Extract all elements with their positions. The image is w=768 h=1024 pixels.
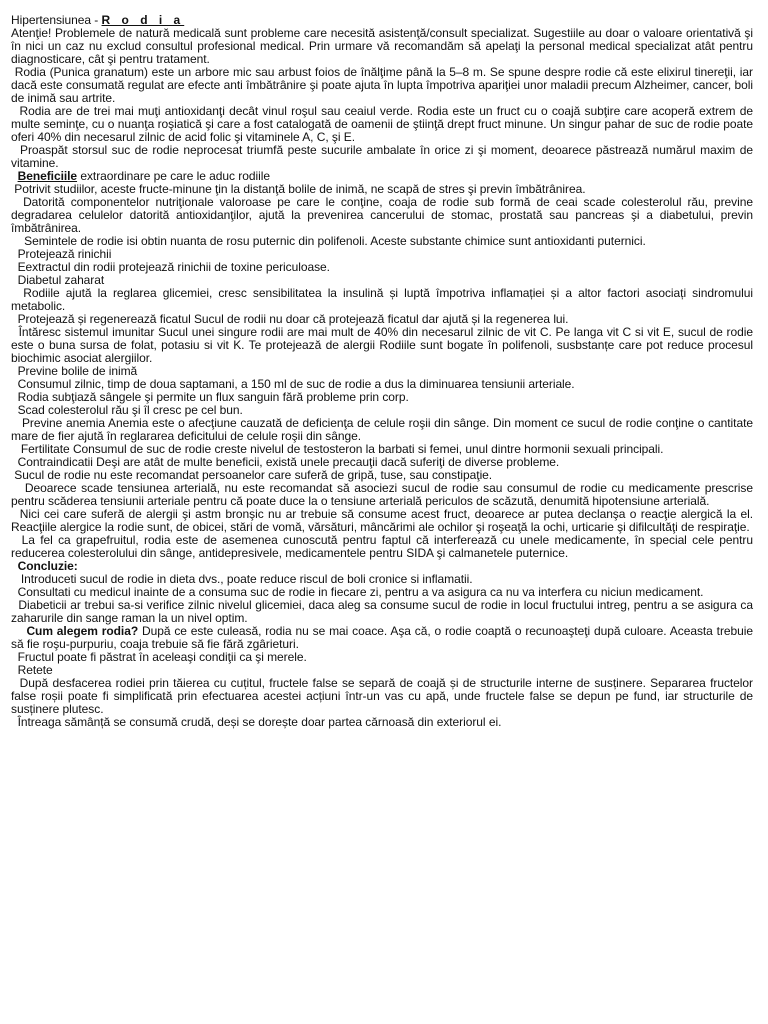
paragraph-blood-thinning: Rodia subţiază sângele şi permite un flux sanguin fără probleme prin corp. bbox=[17, 390, 409, 404]
paragraph-storage: Fructul poate fi păstrat în aceleaşi condiţii ca şi merele. bbox=[17, 650, 307, 664]
paragraph-heart-heading: Previne bolile de inimă bbox=[17, 364, 138, 378]
paragraph-fertility: Fertilitate Consumul de suc de rodie creste nivelul de testosteron la barbati si femei, unul dintre hormonii sexuali principali. bbox=[20, 442, 664, 456]
paragraph-seeds: Semintele de rodie isi obtin nuanta de rosu puternic din polifenoli. Aceste substante chimice sunt antioxidanti puternici. bbox=[24, 234, 646, 248]
paragraph-antioxidants: Rodia are de trei mai muţi antioxidanţi decât vinul roşul sau ceaiul verde. Rodia este un fruct cu o coajă subţire care acoperă extrem de multe seminţe, cu o nuanţa roşiatică şi care a fost catalogată de oamenii de ştiinţă drept fruct minune. Un singur pahar de suc de rodie poate oferi 40% din necesarul zilnic de acid folic şi vitaminele A, C, şi E. bbox=[11, 104, 753, 144]
paragraph-diabetes: Rodiile ajută la reglarea glicemiei, cresc sensibilitatea la insulină și luptă împotriva inflamației și a altor factori asociați sindromului metabolic. bbox=[11, 286, 753, 313]
paragraph-liver: Protejează și regenerează ficatul Sucul de rodii nu doar că protejează ficatul dar ajută și la regenerea lui. bbox=[17, 312, 569, 326]
paragraph-flu: Sucul de rodie nu este recomandat persoanelor care suferă de gripă, tuse, sau constipaţie. bbox=[14, 468, 493, 482]
paragraph-anemia: Previne anemia Anemia este o afecţiune cauzată de deficienţa de celule roşii din sânge. Din moment ce sucul de rodie conţine o cantitate mare de fier ajută în reglararea deficitului de celule roşii din sânge. bbox=[11, 416, 753, 443]
paragraph-allergies: Nici cei care suferă de alergii şi astm bronşic nu ar trebuie să consume acest fruct, deoarece ar putea declanşa o reacţie alergică la el. Reacţiile alergice la rodie sunt, de obicei, stări de vomă, vărsături, mâncărimi ale ochilor şi roşeaţă la ochi, urticarie şi difilcultăţi de respiraţie. bbox=[11, 507, 753, 534]
title-main: R o d i a bbox=[101, 13, 185, 27]
document-body bbox=[11, 14, 753, 729]
paragraph-recipes-heading: Retete bbox=[17, 663, 53, 677]
paragraph-recipes: După desfacerea rodiei prin tăierea cu cuțitul, fructele false se separă de coajă și de structurile interne de susținere. Separarea fructelor false roșii poate fi simplificată prin efectuarea acestei acțiuni într-un vas cu apă, unde fructele false se depun pe fund, iar structurile de susținere plutesc. bbox=[11, 676, 753, 716]
paragraph-cholesterol: Scad colesterolul rău şi îl cresc pe cel bun. bbox=[17, 403, 243, 417]
paragraph-seeds-raw: Întreaga sămânță se consumă crudă, deși se dorește doar partea cărnoasă din exteriorul ei. bbox=[17, 715, 502, 729]
paragraph-intro: Rodia (Punica granatum) este un arbore mic sau arbust foios de înălţime până la 5–8 m. Se spune despre rodie că este elixirul tinereţii, iar dacă este consumată regulat are efecte anti îmbătrânire şi poate ajuta în lupta împotriva apariţiei unor maladii precum Alzheimer, cancer, boli de inimă sau artrite. bbox=[11, 65, 753, 105]
paragraph-fresh-juice: Proaspăt storsul suc de rodie neprocesat triumfă peste sucurile ambalate în orice zi şi moment, deoarece păstrează numărul maxim de vitamine. bbox=[11, 143, 753, 170]
paragraph-kidneys-heading: Protejează rinichii bbox=[17, 247, 112, 261]
paragraph-diabetes-heading: Diabetul zaharat bbox=[17, 273, 105, 287]
paragraph-choosing bbox=[11, 625, 753, 651]
paragraph-conclusion-2: Consultati cu medicul inainte de a consuma suc de rodie in fiecare zi, pentru a va asigura ca nu va interfera cu niciun medicament. bbox=[17, 585, 704, 599]
paragraph-hypotension: Deoarece scade tensiunea arterială, nu este recomandat să asociezi sucul de rodie sau consumul de rodie cu medicamente prescrise pentru scăderea tensiunii arteriale pentru că poate duce la o tensiune arterială periculos de scăzută, denumită hipotensiune arterială. bbox=[11, 481, 753, 508]
paragraph-studies: Potrivit studiilor, aceste fructe-minune ţin la distanţă bolile de inimă, ne scapă de stres şi previn îmbătrânirea. bbox=[14, 182, 586, 196]
section-heading-conclusion: Concluzie: bbox=[17, 559, 78, 573]
paragraph-kidneys: Eextractul din rodii protejează rinichii de toxine periculoase. bbox=[17, 260, 330, 274]
paragraph-nutrients: Datorită componentelor nutriţionale valoroase pe care le conţine, coaja de rodie sub formă de ceai scade colesterolul rău, previne degradarea celulelor datorită antioxidanţilor, ajută la prevenirea cancerului de stomac, prostată sau pancreas şi a diabetului, previn îmbătrânirea. bbox=[11, 195, 753, 235]
paragraph-grapefruit: La fel ca grapefruitul, rodia este de asemenea cunoscută pentru faptul că interferează cu unele medicamente, în special cele pentru reducerea colesterolului din sânge, antidepresivele, medicamentele pentru SIDA şi calmanetele puternice. bbox=[11, 533, 753, 560]
paragraph-contraindications: Contraindicatii Deşi are atât de multe beneficii, există unele precauţii dacă suferiţi de diverse probleme. bbox=[17, 455, 560, 469]
paragraph-conclusion-1: Introduceti sucul de rodie in dieta dvs., poate reduce riscul de boli cronice si inflamatii. bbox=[20, 572, 473, 586]
paragraph-disclaimer: Atenţie! Problemele de natură medicală sunt probleme care necesită asistenţă/consult specializat. Sugestiile au doar o valoare orientativă şi în nici un caz nu exclud consultul profesional medical. Prin urmare vă recomandăm să apelaţi la personal medical specializat atât pentru diagnosticare, cât şi pentru tratament. bbox=[11, 26, 753, 66]
choosing-text: După ce este culeasă, rodia nu se mai coace. Aşa că, o rodie coaptă o recunoaşteţi după culoare. Aceasta trebuie să fie roşu-purpuriu, coaja trebuie să fie fără zgârieturi. bbox=[11, 624, 753, 651]
paragraph-blood-pressure: Consumul zilnic, timp de doua saptamani, a 150 ml de suc de rodie a dus la diminuarea tensiunii arteriale. bbox=[17, 377, 575, 391]
benefits-heading-rest: extraordinare pe care le aduc rodiile bbox=[77, 169, 270, 183]
title-prefix: Hipertensiunea - bbox=[11, 13, 102, 27]
choosing-heading-bold: Cum alegem rodia? bbox=[26, 624, 139, 638]
paragraph-conclusion-3: Diabeticii ar trebui sa-si verifice zilnic nivelul glicemiei, daca aleg sa consume sucul de rodie in locul fructului intreg, pentru a se asigura ca zaharurile din sange raman la un nivel optim. bbox=[11, 598, 754, 625]
paragraph-immune: Întăresc sistemul imunitar Sucul unei singure rodii are mai mult de 40% din necesarul zilnic de vit C. Pe langa vit C si vit E, sucul de rodie este o buna sursa de folat, potasiu si vit K. Te protejează de alergii Rodiile sunt bogate în polifenoli, susbstanțe care pot reduce procesul biochimic asociat alergiilor. bbox=[11, 325, 753, 365]
benefits-heading-bold: Beneficiile bbox=[17, 169, 78, 183]
